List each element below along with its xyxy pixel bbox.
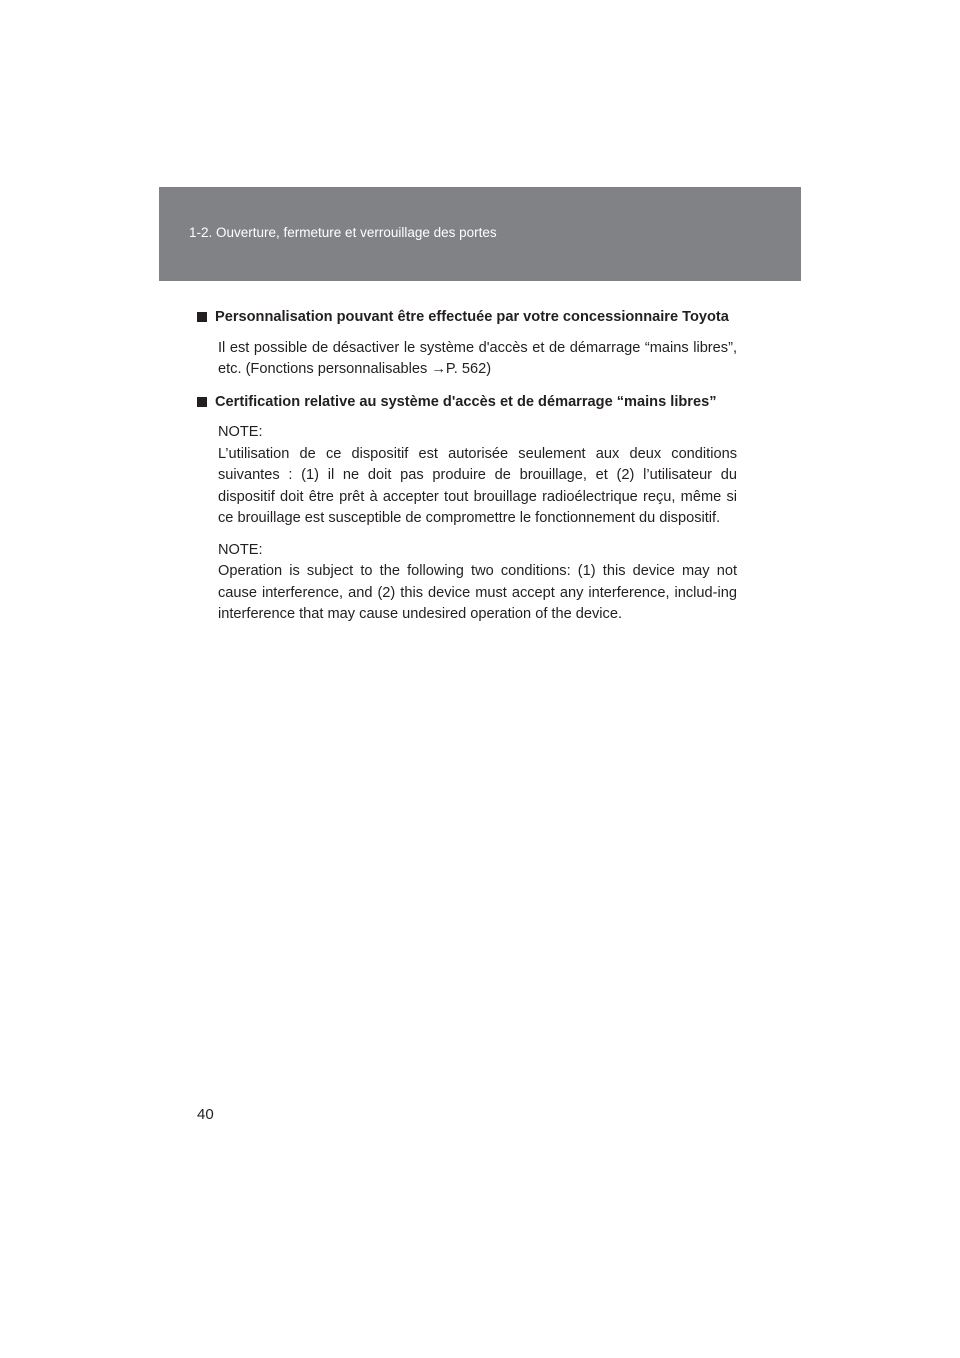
section-heading xyxy=(197,307,737,329)
chapter-header-band xyxy=(159,187,801,281)
note-label: NOTE: xyxy=(218,424,263,440)
certification-heading: Certification relative au système d'accès et de démarrage “mains libres” xyxy=(215,393,717,410)
section-title: 1-2. Ouverture, fermeture et verrouillage des portes xyxy=(189,225,497,240)
customization-body xyxy=(218,338,737,381)
customization-heading: Personnalisation pouvant être effectuée par votre concessionnaire Toyota xyxy=(215,309,729,325)
certification-body xyxy=(218,422,737,626)
note-text: Operation is subject to the following two conditions: (1) this device may not cause interference, and (2) this device must accept any interference, includ-ing interference that may cause undesired operation of the device. xyxy=(218,563,737,622)
note-text: L’utilisation de ce dispositif est autorisée seulement aux deux conditions suivantes : (1) il ne doit pas produire de brouillage, et (2) l’utilisateur du dispositif doit être prêt à accepter tout brouillage radioélectrique reçu, même si ce brouillage est susceptible de compromettre le fonctionnement du dispositif. xyxy=(218,445,737,526)
certification-section xyxy=(197,392,737,626)
square-bullet-icon xyxy=(197,397,207,407)
note-french xyxy=(218,422,737,530)
square-bullet-icon xyxy=(197,312,207,322)
section-heading xyxy=(197,392,737,414)
note-english xyxy=(218,540,737,626)
customization-paragraph: Il est possible de désactiver le système d'accès et de démarrage “mains libres”, etc. (Fonctions personnalisables →P. 562) xyxy=(218,339,737,377)
page-content xyxy=(197,307,737,637)
customization-section xyxy=(197,307,737,381)
note-label: NOTE: xyxy=(218,541,263,558)
page-number: 40 xyxy=(197,1106,214,1123)
